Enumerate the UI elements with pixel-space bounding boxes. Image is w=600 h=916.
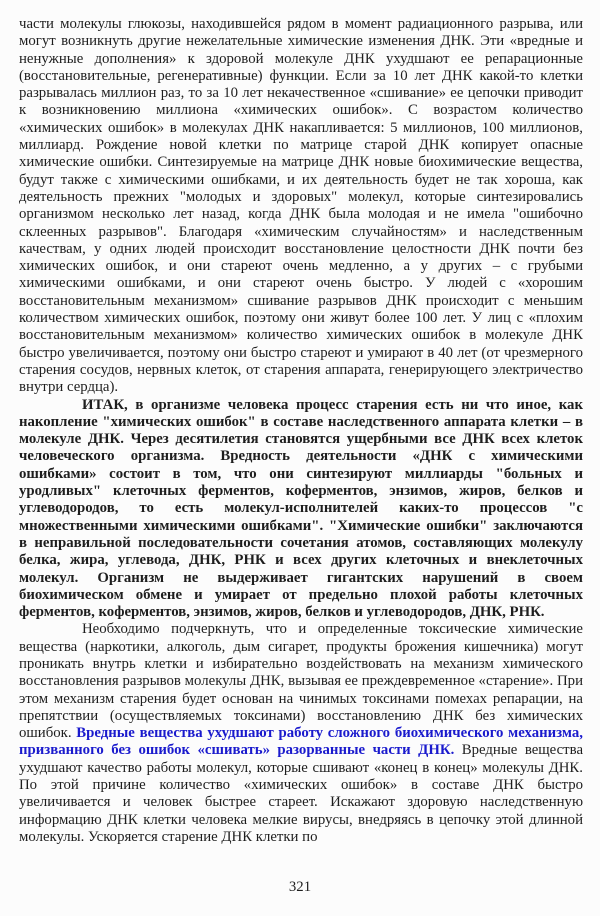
page-text [19, 16, 583, 846]
text-segment-normal: Необходимо подчеркнуть, что и определенные токсические химические вещества (наркотики, алкоголь, дым сигарет, продукты брожения кишечника) могут проникать внутрь клетки и избирательно воздействовать на механизм химического восстановления разрывов молекулы ДНК, вызывая ее преждевременное «старение». При этом механизм старения будет основан на чинимых токсинами помехах репарации, на препятствии (осуществляемых токсинами) восстановлению ДНК без химических ошибок. [19, 621, 583, 742]
paragraph-toxins [19, 621, 583, 846]
text-segment-normal: Вредные вещества ухудшают качество работы молекул, которые сшивают «конец в конец» молекулы ДНК. По этой причине количество «химических ошибок» в составе ДНК быстро увеличивается и человек быстрее стареет. Искажают здоровую наследственную информацию ДНК клетки человека мелкие вирусы, внедряясь в цепочку этой длинной молекулы. Ускоряется старение ДНК клетки по [19, 742, 584, 845]
page-number: 321 [288, 879, 312, 895]
text-segment-bold-blue: Вредные вещества ухудшают работу сложного биохимического механизма, призванного без ошибок «сшивать» разорванные части ДНК. [19, 725, 583, 759]
paragraph-chemical-errors [19, 16, 583, 397]
paragraph-itak-summary [19, 397, 583, 622]
text-segment-bold: ИТАК, в организме человека процесс старения есть ни что иное, как накопление "химических ошибок" в составе наследственного аппарата клетки – в молекуле ДНК. Через десятилетия становятся ущербными все ДНК всех клеток человеческого организма. Вредность деятельности «ДНК с химическими ошибками» состоит в том, что они синтезируют миллиарды "больных и уродливых" клеточных ферментов, коферментов, энзимов, жиров, белков и углеводородов, то есть молекул-исполнителей каких-то процессов "с множественными химическими ошибками". "Химические ошибки" заключаются в неправильной последовательности сочетания атомов, составляющих молекулу белка, жира, углевода, ДНК, РНК и всех других клеточных и внеклеточных молекул. Организм не выдерживает гигантских нарушений в своем биохимическом обмене и умирает от предельно плохой работы клеточных ферментов, коферментов, энзимов, жиров, белков и углеводородов, ДНК, РНК. [19, 396, 583, 621]
text-segment-normal: части молекулы глюкозы, находившейся рядом в момент радиационного разрыва, или могут возникнуть другие нежелательные химические изменения ДНК. Эти «вредные и ненужные дополнения» к здоровой молекуле ДНК ухудшают ее репарационные (восстановительные, регенеративные) функции. Если за 10 лет ДНК какой-то клетки разрывалась миллион раз, то за 10 лет некачественное «сшивание» ее цепочки приводит к возникновению миллиона «химических ошибок». С возрастом количество «химических ошибок» в молекулах ДНК накапливается: 5 миллионов, 100 миллионов, миллиард. Рождение новой клетки по матрице старой ДНК копирует опасные химические ошибки. Синтезируемые на матрице ДНК новые биохимические вещества, будут также с химическими ошибками, и их деятельность будет не так хороша, как деятельность прежних "молодых и здоровых" молекул, которые синтезировались организмом несколько лет назад, когда ДНК была молодая и не имела "ошибочно склеенных разрывов". Благодаря «химическим случайностям» и наследственным качествам, у одних людей происходит восстановление целостности ДНК почти без химических ошибок, и они стареют очень медленно, а у других – с грубыми химическими ошибками, и они стареют очень быстро. У людей с «хорошим восстановительным механизмом» сшивание разрывов ДНК происходит с меньшим количеством химических ошибок, поэтому они живут более 100 лет. У лиц с «плохим восстановительным механизмом» количество химических ошибок в молекуле ДНК быстро увеличивается, поэтому они быстро стареют и умирают в 40 лет (от чрезмерного старения сосудов, нервных клеток, от старения аппарата, генерирующего электричество внутри сердца). [19, 16, 583, 396]
